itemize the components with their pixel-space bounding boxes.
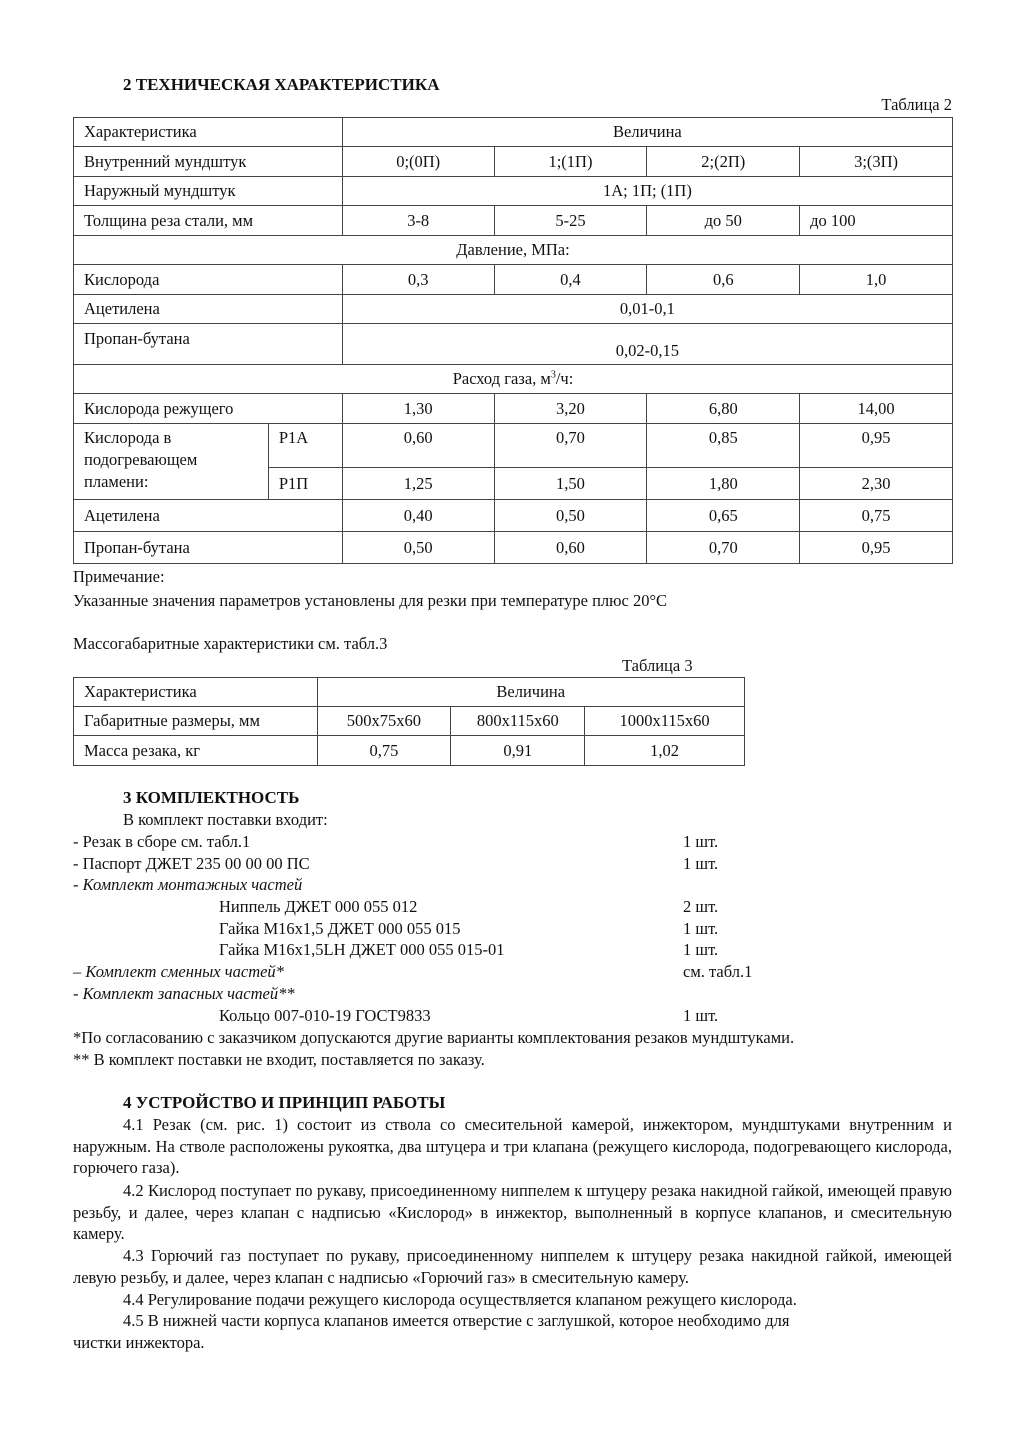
row-label: Ацетилена — [74, 500, 343, 532]
table-row — [74, 394, 953, 424]
table-cell: до 100 — [800, 206, 953, 236]
list-item: – Комплект сменных частей* — [73, 962, 284, 981]
list-item-qty: 1 шт. — [683, 854, 719, 873]
table-row — [74, 707, 745, 736]
table-cell: 1,30 — [342, 394, 494, 424]
row-label: Масса резака, кг — [74, 736, 318, 766]
list-item: Ниппель ДЖЕТ 000 055 012 — [219, 897, 418, 916]
paragraph-text: 4.4 Регулирование подачи режущего кислорода осуществляется клапаном режущего кислорода. — [123, 1290, 797, 1309]
paragraph-4-3 — [73, 1245, 952, 1288]
table-cell: 1,80 — [647, 468, 800, 500]
row-sublabel: Р1П — [268, 468, 342, 500]
table-cell: 2;(2П) — [647, 147, 800, 177]
table-row — [74, 118, 953, 147]
flow-header-text: Расход газа, м — [452, 369, 551, 389]
table-row — [74, 147, 953, 177]
kit-intro: В комплект поставки входит: — [123, 810, 328, 829]
table-cell: до 50 — [647, 206, 800, 236]
table-row — [74, 236, 953, 265]
table-row — [74, 265, 953, 295]
row-label: Габаритные размеры, мм — [74, 707, 318, 736]
table-cell: 1,02 — [585, 736, 745, 766]
table-cell: 0,85 — [647, 424, 800, 468]
list-item: Кольцо 007-010-19 ГОСТ9833 — [219, 1006, 431, 1025]
header-characteristic: Характеристика — [74, 118, 343, 147]
table-cell: 3-8 — [342, 206, 494, 236]
list-item: Гайка М16х1,5LH ДЖЕТ 000 055 015-01 — [219, 940, 505, 959]
paragraph-text: 4.3 Горючий газ поступает по рукаву, присоединенному ниппелем к штуцеру резака накидной гайкой, имеющей левую резьбу, и далее, через клапан с надписью «Горючий газ» в смесительную камеру. — [73, 1246, 952, 1287]
footnote-1: *По согласованию с заказчиком допускаются другие варианты комплектования резаков мундштуками. — [73, 1028, 795, 1047]
table-cell: 0,4 — [494, 265, 647, 295]
table-cell: 14,00 — [800, 394, 953, 424]
table-row — [74, 295, 953, 324]
list-item-qty: 1 шт. — [683, 940, 719, 959]
table-cell: 0,95 — [800, 424, 953, 468]
table-cell: 6,80 — [647, 394, 800, 424]
table-cell: 0,65 — [647, 500, 800, 532]
table-cell: 1А; 1П; (1П) — [342, 177, 952, 206]
table-row — [74, 324, 953, 365]
list-item-qty: 2 шт. — [683, 897, 719, 916]
list-item: - Резак в сборе см. табл.1 — [73, 832, 251, 851]
list-item-qty: см. табл.1 — [683, 962, 753, 981]
row-label: Кислорода — [74, 265, 343, 295]
table-cell: 3,20 — [494, 394, 647, 424]
mass-reference: Массогабаритные характеристики см. табл.3 — [73, 634, 388, 653]
list-item: Гайка М16х1,5 ДЖЕТ 000 055 015 — [219, 919, 461, 938]
row-sublabel: Р1А — [268, 424, 342, 468]
footnote-2: ** В комплект поставки не входит, поставляется по заказу. — [73, 1050, 485, 1069]
table-row — [74, 736, 745, 766]
table-cell: 0;(0П) — [342, 147, 494, 177]
table-row — [74, 500, 953, 532]
paragraph-text: 4.2 Кислород поступает по рукаву, присоединенному ниппелем к штуцеру резака накидной гайкой, имеющей правую резьбу, и далее, через клапан с надписью «Кислород» в инжектор, выполненный в корпусе клапанов, и смесительную камеру. — [73, 1181, 952, 1244]
table-cell: 0,70 — [647, 532, 800, 564]
tech-spec-table — [73, 117, 953, 564]
table-cell: 0,01-0,1 — [342, 295, 952, 324]
table-cell: 3;(3П) — [800, 147, 953, 177]
flow-header-unit: /ч: — [555, 369, 574, 389]
row-label: Внутренний мундштук — [74, 147, 343, 177]
list-item: - Комплект запасных частей** — [73, 984, 295, 1003]
table-cell: 800х115х60 — [451, 707, 585, 736]
table-cell: 0,50 — [494, 500, 647, 532]
table-cell: 1;(1П) — [494, 147, 647, 177]
section-3-heading: 3 КОМПЛЕКТНОСТЬ — [123, 788, 300, 807]
header-characteristic: Характеристика — [74, 678, 318, 707]
list-item-qty: 1 шт. — [683, 1006, 719, 1025]
table-cell: 0,60 — [342, 424, 494, 468]
table-cell: 0,70 — [494, 424, 647, 468]
row-label: Пропан-бутана — [74, 324, 343, 365]
table-cell: 0,3 — [342, 265, 494, 295]
list-item: - Паспорт ДЖЕТ 235 00 00 00 ПС — [73, 854, 310, 873]
table-row — [74, 365, 953, 394]
table-cell: 1,50 — [494, 468, 647, 500]
note-text: Указанные значения параметров установлены для резки при температуре плюс 20°С — [73, 591, 668, 610]
flow-header — [74, 365, 953, 394]
table-row — [74, 532, 953, 564]
table-cell: 1000х115х60 — [585, 707, 745, 736]
note-title: Примечание: — [73, 567, 165, 586]
header-value: Величина — [342, 118, 952, 147]
table-cell: 500х75х60 — [317, 707, 451, 736]
pressure-header: Давление, МПа: — [74, 236, 953, 265]
flow-header-sup: 3 — [550, 369, 556, 381]
table-cell: 0,02-0,15 — [342, 324, 952, 365]
row-label: Пропан-бутана — [74, 532, 343, 564]
table-row — [74, 678, 745, 707]
table-cell: 1,0 — [800, 265, 953, 295]
table-cell: 0,75 — [800, 500, 953, 532]
table-3-label: Таблица 3 — [622, 656, 693, 675]
table-cell: 2,30 — [800, 468, 953, 500]
table-cell: 0,75 — [317, 736, 451, 766]
row-label: Ацетилена — [74, 295, 343, 324]
section-4-heading: 4 УСТРОЙСТВО И ПРИНЦИП РАБОТЫ — [123, 1093, 446, 1112]
table-cell: 0,50 — [342, 532, 494, 564]
row-label: Наружный мундштук — [74, 177, 343, 206]
section-2-heading: 2 ТЕХНИЧЕСКАЯ ХАРАКТЕРИСТИКА — [123, 75, 440, 94]
table-cell: 0,60 — [494, 532, 647, 564]
table-cell: 0,6 — [647, 265, 800, 295]
row-label: Кислорода в подогревающем пламени: — [74, 424, 269, 500]
table-cell: 5-25 — [494, 206, 647, 236]
table-cell: 0,91 — [451, 736, 585, 766]
paragraph-4-5: 4.5 В нижней части корпуса клапанов имеется отверстие с заглушкой, которое необходимо для — [123, 1311, 790, 1330]
row-label: Толщина реза стали, мм — [74, 206, 343, 236]
row-label: Кислорода режущего — [74, 394, 343, 424]
table-row — [74, 424, 953, 468]
paragraph-4-5-cont: чистки инжектора. — [73, 1333, 205, 1352]
paragraph-4-4 — [73, 1289, 952, 1311]
mass-dimension-table — [73, 677, 745, 766]
table-row — [74, 206, 953, 236]
list-item-qty: 1 шт. — [683, 919, 719, 938]
table-row — [74, 177, 953, 206]
paragraph-4-2 — [73, 1180, 952, 1245]
table-cell: 1,25 — [342, 468, 494, 500]
paragraph-4-1 — [73, 1114, 952, 1179]
table-cell: 0,95 — [800, 532, 953, 564]
list-item: - Комплект монтажных частей — [73, 875, 303, 894]
table-cell: 0,40 — [342, 500, 494, 532]
list-item-qty: 1 шт. — [683, 832, 719, 851]
header-value: Величина — [317, 678, 744, 707]
table-2-label: Таблица 2 — [881, 95, 952, 114]
paragraph-text: 4.1 Резак (см. рис. 1) состоит из ствола со смесительной камерой, инжектором, мундштуками внутренним и наружным. На стволе расположены рукоятка, два штуцера и три клапана (режущего кислорода, подогревающего кислорода, горючего газа). — [73, 1115, 952, 1178]
